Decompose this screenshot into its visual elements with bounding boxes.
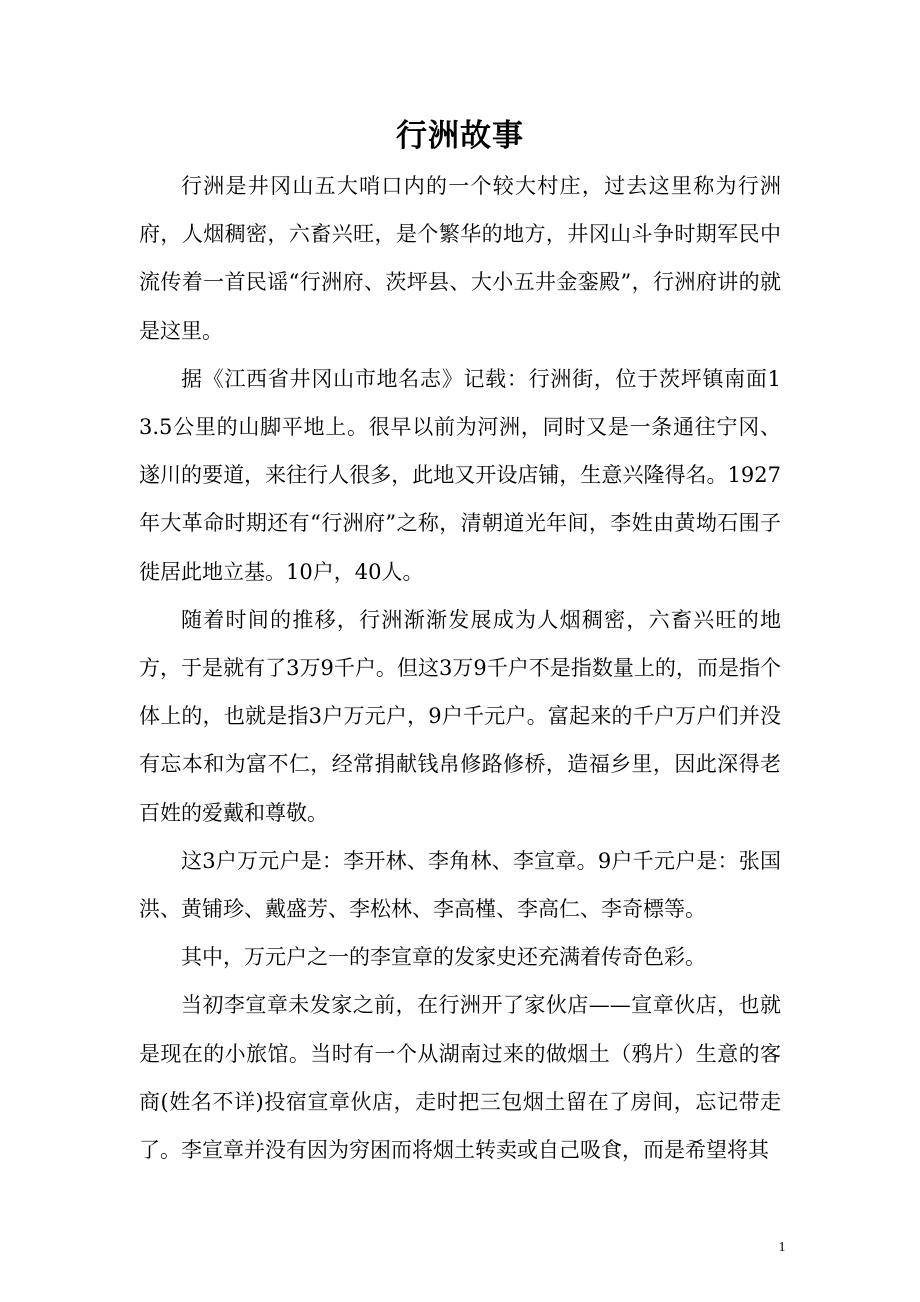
paragraph-gazetteer: 据《江西省井冈山市地名志》记载：行洲街，位于茨坪镇南面13.5公里的山脚平地上。很早以前为河洲，同时又是一条通往宁冈、遂川的要道，来往行人很多，此地又开设店铺，生意兴隆得名。1927年大革命时期还有“行洲府”之称，清朝道光年间，李姓由黄坳石围子徙居此地立基。10户，40人。 [139,366,781,584]
document-body [139,162,781,1174]
paragraph-households: 随着时间的推移，行洲渐渐发展成为人烟稠密，六畜兴旺的地方，于是就有了3万9千户。但这3万9千户不是指数量上的，而是指个体上的，也就是指3户万元户，9户千元户。富起来的千户万户们并没有忘本和为富不仁，经常捐献钱帛修路修桥，造福乡里，因此深得老百姓的爱戴和尊敬。 [139,607,781,825]
paragraph-intro: 行洲是井冈山五大哨口内的一个较大村庄，过去这里称为行洲府，人烟稠密，六畜兴旺，是个繁华的地方，井冈山斗争时期军民中流传着一首民谣“行洲府、茨坪县、大小五井金銮殿”，行洲府讲的就是这里。 [139,174,781,343]
document-title: 行洲故事 [396,118,524,154]
paragraph-inn-story: 当初李宣章未发家之前，在行洲开了家伙店——宣章伙店，也就是现在的小旅馆。当时有一个从湖南过来的做烟土（鸦片）生意的客商(姓名不详)投宿宣章伙店，走时把三包烟土留在了房间，忘记带走了。李宣章并没有因为穷困而将烟土转卖或自己吸食，而是希望将其 [139,993,781,1163]
paragraph-legend: 其中，万元户之一的李宣章的发家史还充满着传奇色彩。 [181,945,706,970]
page-number: 1 [778,1240,786,1255]
paragraph-names: 这3户万元户是：李开林、李角林、李宣章。9户千元户是：张国洪、黄铺珍、戴盛芳、李松林、李高槿、李高仁、李奇標等。 [139,848,781,922]
